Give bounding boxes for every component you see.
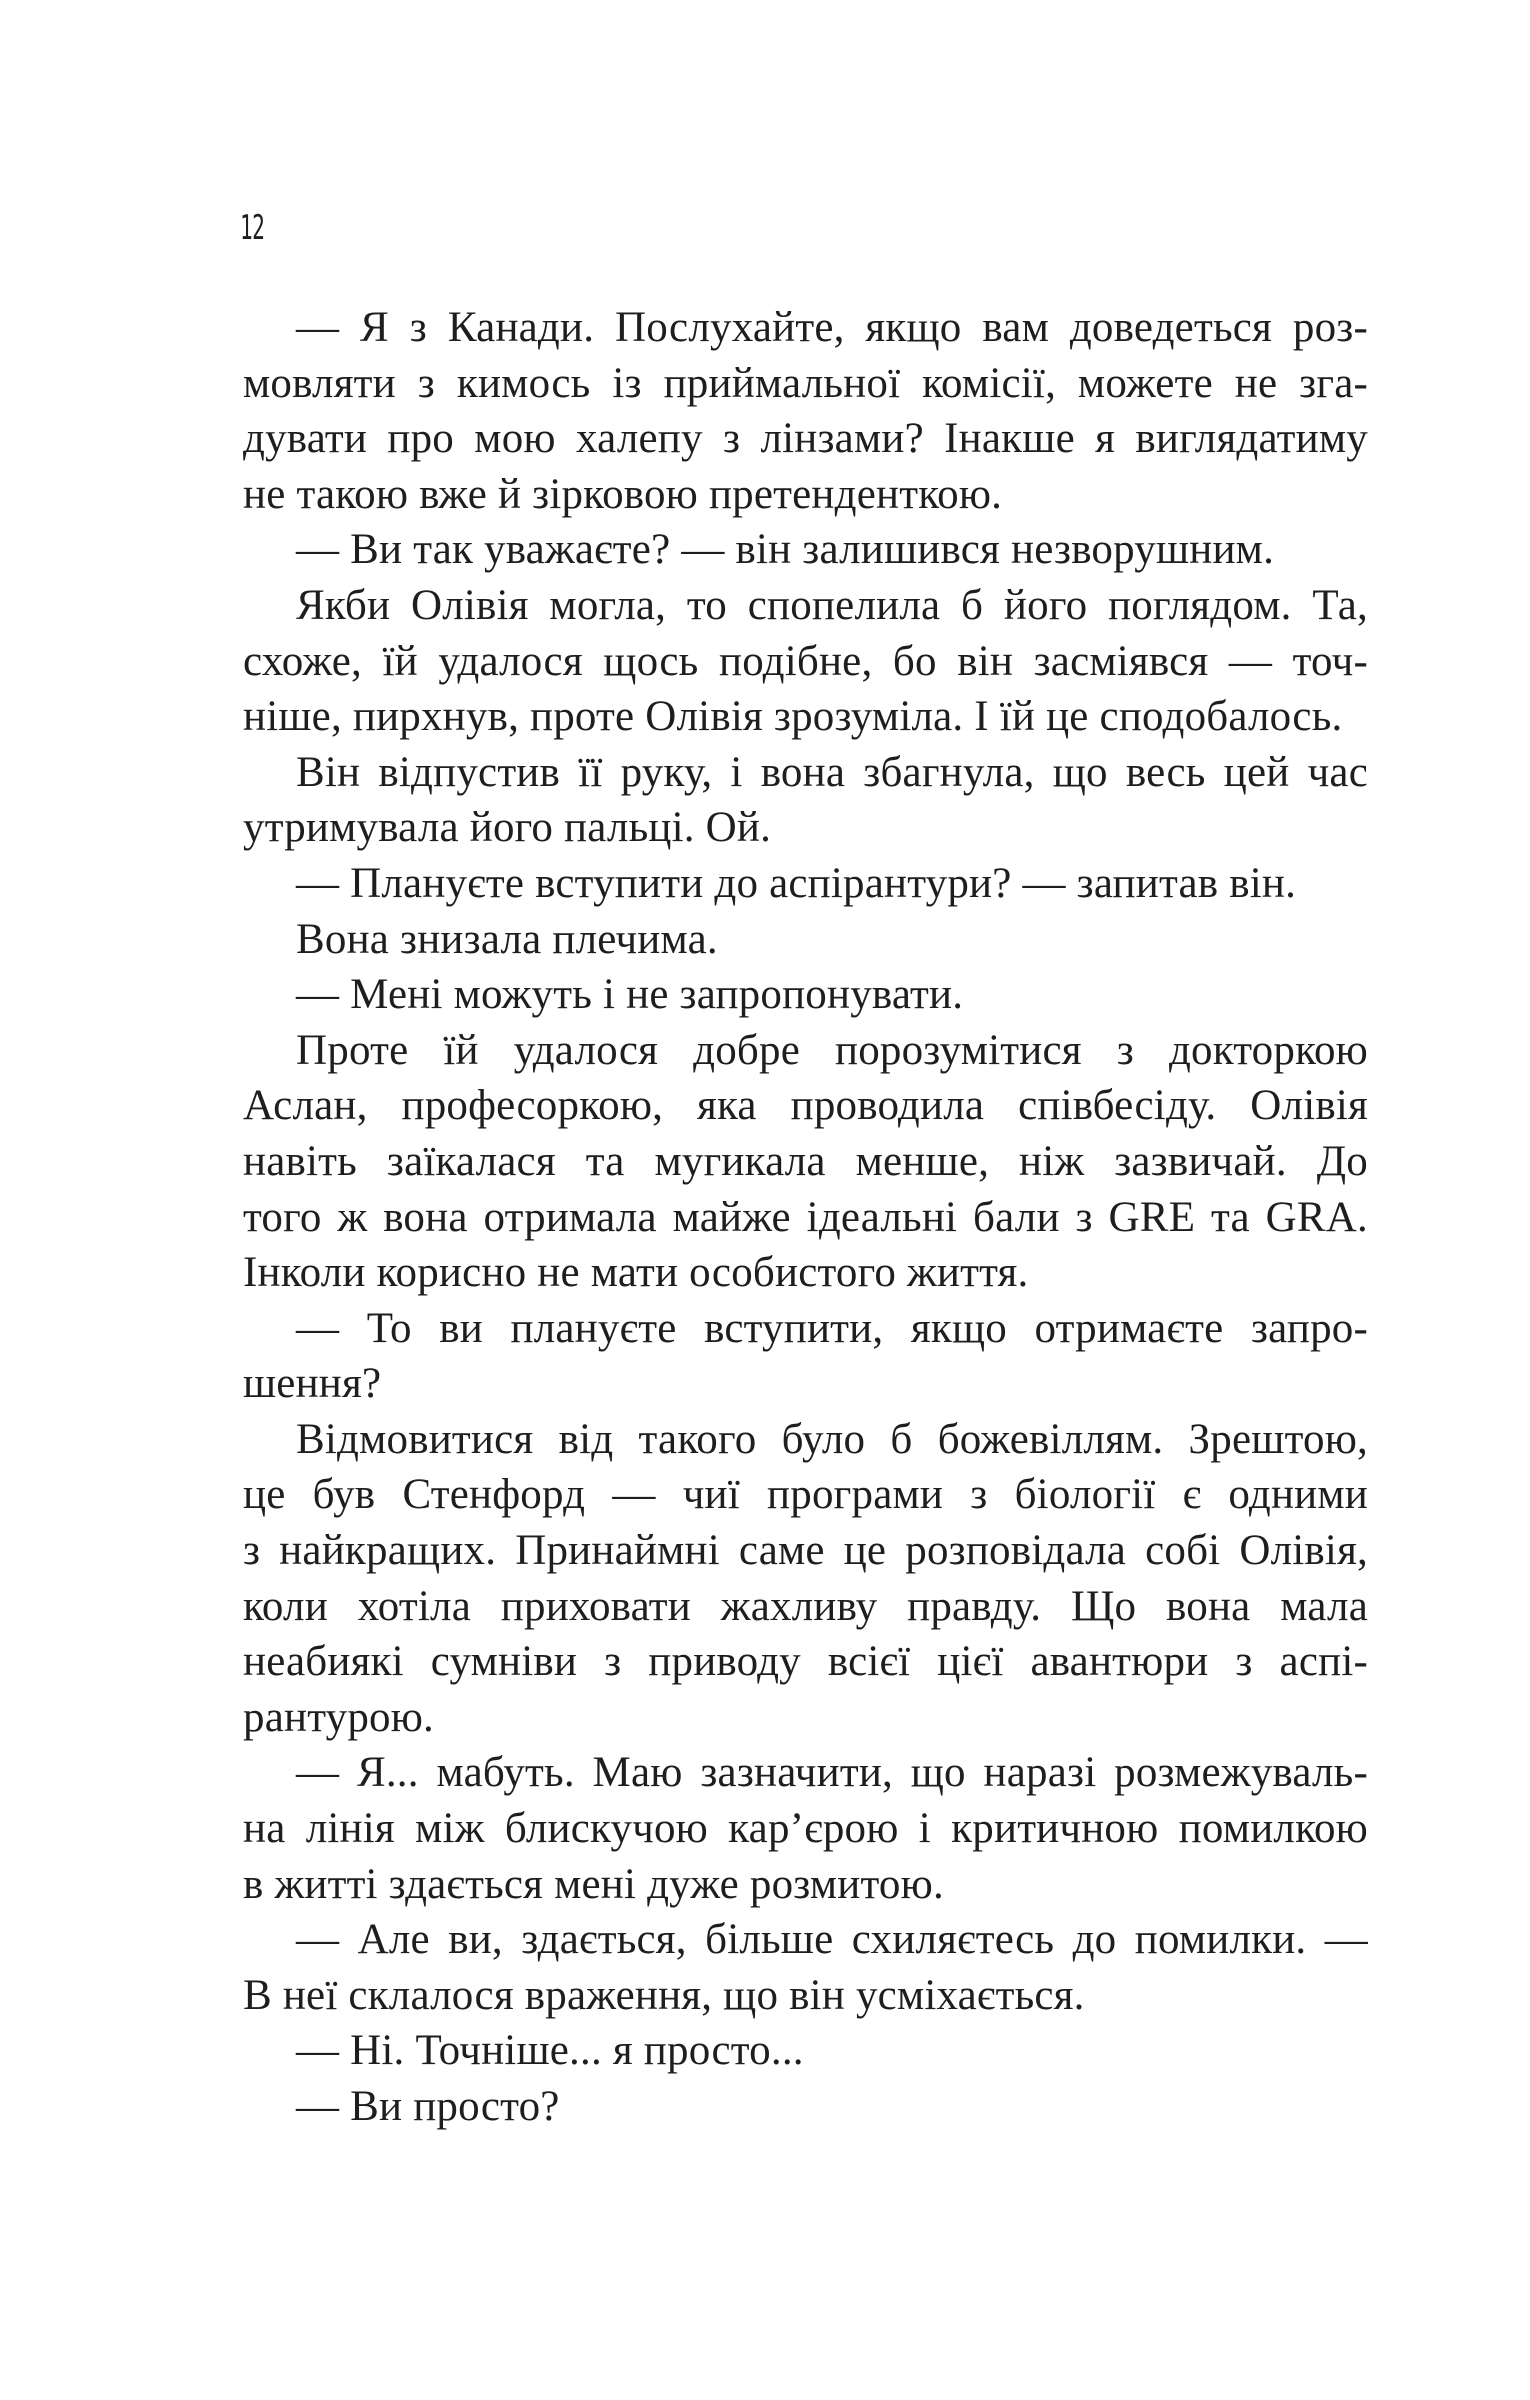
text-line: — Ви просто? (296, 2083, 560, 2130)
text-line: коли хотіла приховати жахливу правду. Що вона мала (243, 1582, 1368, 1630)
text-line: з найкращих. Принаймні саме це розповідала собі Олівія, (243, 1527, 1368, 1575)
text-line: Він відпустив її руку, і вона збагнула, що весь цей час (296, 748, 1368, 796)
text-line: шення? (243, 1360, 382, 1408)
text-line: це був Стенфорд — чиї програми з біології є одними (243, 1471, 1368, 1519)
text-line: — Але ви, здається, більше схиляєтесь до помилки. — (296, 1916, 1368, 1964)
text-line: того ж вона отримала майже ідеальні бали з GRE та GRA. (243, 1193, 1368, 1241)
text-line: ніше, пирхнув, проте Олівія зрозуміла. І їй це сподобалось. (243, 693, 1343, 741)
text-line: Якби Олівія могла, то спопелила б його поглядом. Та, (296, 581, 1368, 629)
text-line: дувати про мою халепу з лінзами? Інакше я виглядатиму (243, 415, 1368, 463)
text-line: — Мені можуть і не запропонувати. (296, 971, 964, 1019)
text-line: — Ні. Точніше... я просто... (296, 2027, 804, 2075)
text-line: Відмовитися від такого було б божевіллям. Зрештою, (296, 1415, 1368, 1463)
text-line: навіть заїкалася та мугикала менше, ніж зазвичай. До (243, 1137, 1368, 1185)
text-line: утримувала його пальці. Ой. (243, 804, 772, 852)
text-line: в житті здається мені дуже розмитою. (243, 1860, 944, 1908)
text-line: мовляти з кимось із приймальної комісії, можете не зга- (243, 359, 1368, 407)
text-line: на лінія між блискучою кар’єрою і критичною помилкою (243, 1805, 1368, 1853)
text-line: — Плануєте вступити до аспірантури? — запитав він. (296, 859, 1297, 907)
text-line: Вона знизала плечима. (296, 915, 718, 963)
page-number: 12 (240, 208, 265, 248)
text-line: не такою вже й зірковою претенденткою. (243, 470, 1003, 518)
text-line: — Я... мабуть. Маю зазначити, що наразі розмежуваль- (296, 1749, 1368, 1797)
text-line: — То ви плануєте вступити, якщо отримаєте запро- (296, 1304, 1368, 1352)
text-line: неабиякі сумніви з приводу всієї цієї авантюри з аспі- (243, 1638, 1368, 1686)
text-line: рантурою. (243, 1693, 434, 1741)
text-line: схоже, їй удалося щось подібне, бо він засміявся — точ- (243, 637, 1368, 685)
text-line: — Я з Канади. Послухайте, якщо вам доведеться роз- (296, 304, 1368, 351)
text-line: Проте їй удалося добре порозумітися з докторкою (296, 1026, 1368, 1074)
text-line: Інколи корисно не мати особистого життя. (243, 1249, 1029, 1297)
body-text (243, 300, 1368, 2135)
text-line: Аслан, професоркою, яка проводила співбесіду. Олівія (243, 1082, 1368, 1130)
text-line: В неї склалося враження, що він усміхається. (243, 1971, 1085, 2019)
text-line: — Ви так уважаєте? — він залишився незворушним. (296, 526, 1275, 574)
